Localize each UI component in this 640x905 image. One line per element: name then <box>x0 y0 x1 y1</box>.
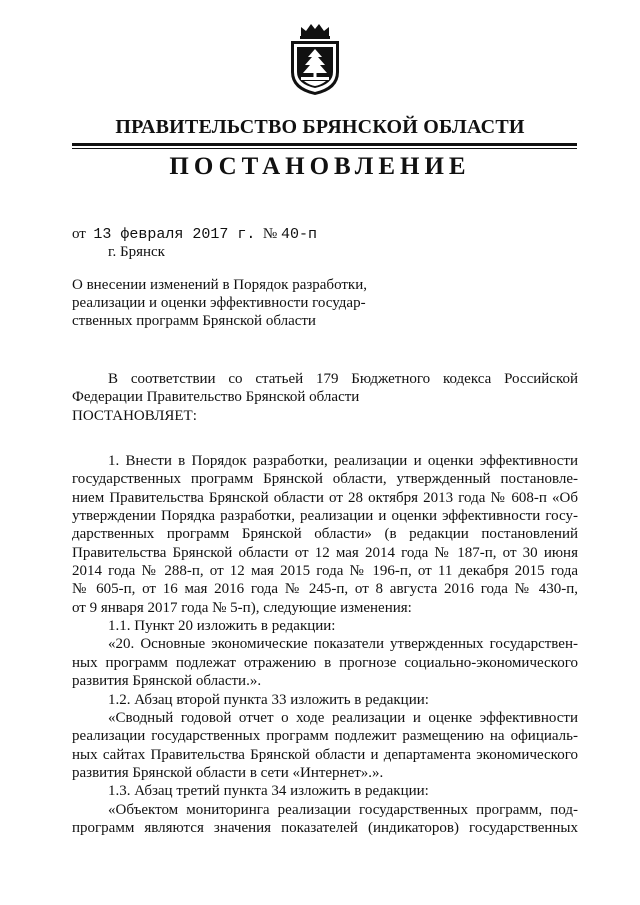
city: г. Брянск <box>108 244 165 260</box>
subject-line: О внесении изменений в Порядок разработки, <box>72 277 367 293</box>
body-line: 2014 года № 288-п, от 12 мая 2015 года № 196-п, от 11 декабря 2015 года <box>72 563 578 580</box>
header-rule-thin <box>72 148 577 149</box>
body-line: дарственных программ Брянской области» (в редакции постановлений <box>72 526 578 543</box>
header-rule-thick <box>72 143 577 146</box>
body-line: 1.3. Абзац третий пункта 34 изложить в редакции: <box>108 783 429 800</box>
government-name: ПРАВИТЕЛЬСТВО БРЯНСКОЙ ОБЛАСТИ <box>115 116 525 138</box>
body-line: развития Брянской области.». <box>72 673 262 690</box>
document-body <box>72 370 578 837</box>
body-line: утверждении Порядка разработки, реализации и оценки эффективности госу- <box>72 508 578 525</box>
body-line: реализации государственных программ подлежит размещению на официаль- <box>72 728 578 745</box>
preamble-line: Федерации Правительство Брянской области <box>72 389 360 406</box>
body-line: № 605-п, от 16 мая 2016 года № 245-п, от 8 августа 2016 года № 430-п, <box>72 581 578 598</box>
body-line: от 9 января 2017 года № 5-п), следующие изменения: <box>72 599 412 616</box>
body-line: развития Брянской области в сети «Интернет».». <box>72 764 384 781</box>
body-line: 1.1. Пункт 20 изложить в редакции: <box>108 618 336 635</box>
from-label: от <box>72 226 86 242</box>
bryansk-coat-of-arms-icon <box>287 22 343 97</box>
body-line: «20. Основные экономические показатели утвержденных государствен- <box>108 636 578 653</box>
body-line: ных сайтах Правительства Брянской области и департамента экономического <box>72 746 578 763</box>
body-line: «Сводный годовой отчет о ходе реализации и оценке эффективности <box>108 709 578 726</box>
body-line: 1. Внести в Порядок разработки, реализации и оценки эффективности <box>108 453 578 470</box>
preamble-line: В соответствии со статьей 179 Бюджетного кодекса Российской <box>108 371 578 387</box>
number-label: № <box>262 226 278 242</box>
subject-line: ственных программ Брянской области <box>72 313 316 329</box>
body-line: нием Правительства Брянской области от 28 октября 2013 года № 608-п «Об <box>72 489 578 506</box>
body-line: «Объектом мониторинга реализации государственных программ, под- <box>108 801 578 818</box>
preamble-line: ПОСТАНОВЛЯЕТ: <box>72 407 197 424</box>
document-subject <box>72 276 402 330</box>
document-date: 13 февраля 2017 г. <box>93 226 256 243</box>
body-line: ных программ подлежат отражению в прогнозе социально-экономического <box>72 654 578 671</box>
subject-line: реализации и оценки эффективности государ- <box>72 295 366 311</box>
document-number: 40-п <box>280 226 317 243</box>
body-line: 1.2. Абзац второй пункта 33 изложить в редакции: <box>108 691 429 708</box>
body-line: Правительства Брянской области от 12 мая 2014 года № 187-п, от 30 июня <box>72 544 578 561</box>
body-line: государственных программ Брянской области, утвержденный постановле- <box>72 471 578 488</box>
document-type-title: ПОСТАНОВЛЕНИЕ <box>169 153 471 180</box>
date-number-line <box>72 226 317 243</box>
body-line: программ являются значения показателей (индикаторов) государственных <box>72 819 578 836</box>
